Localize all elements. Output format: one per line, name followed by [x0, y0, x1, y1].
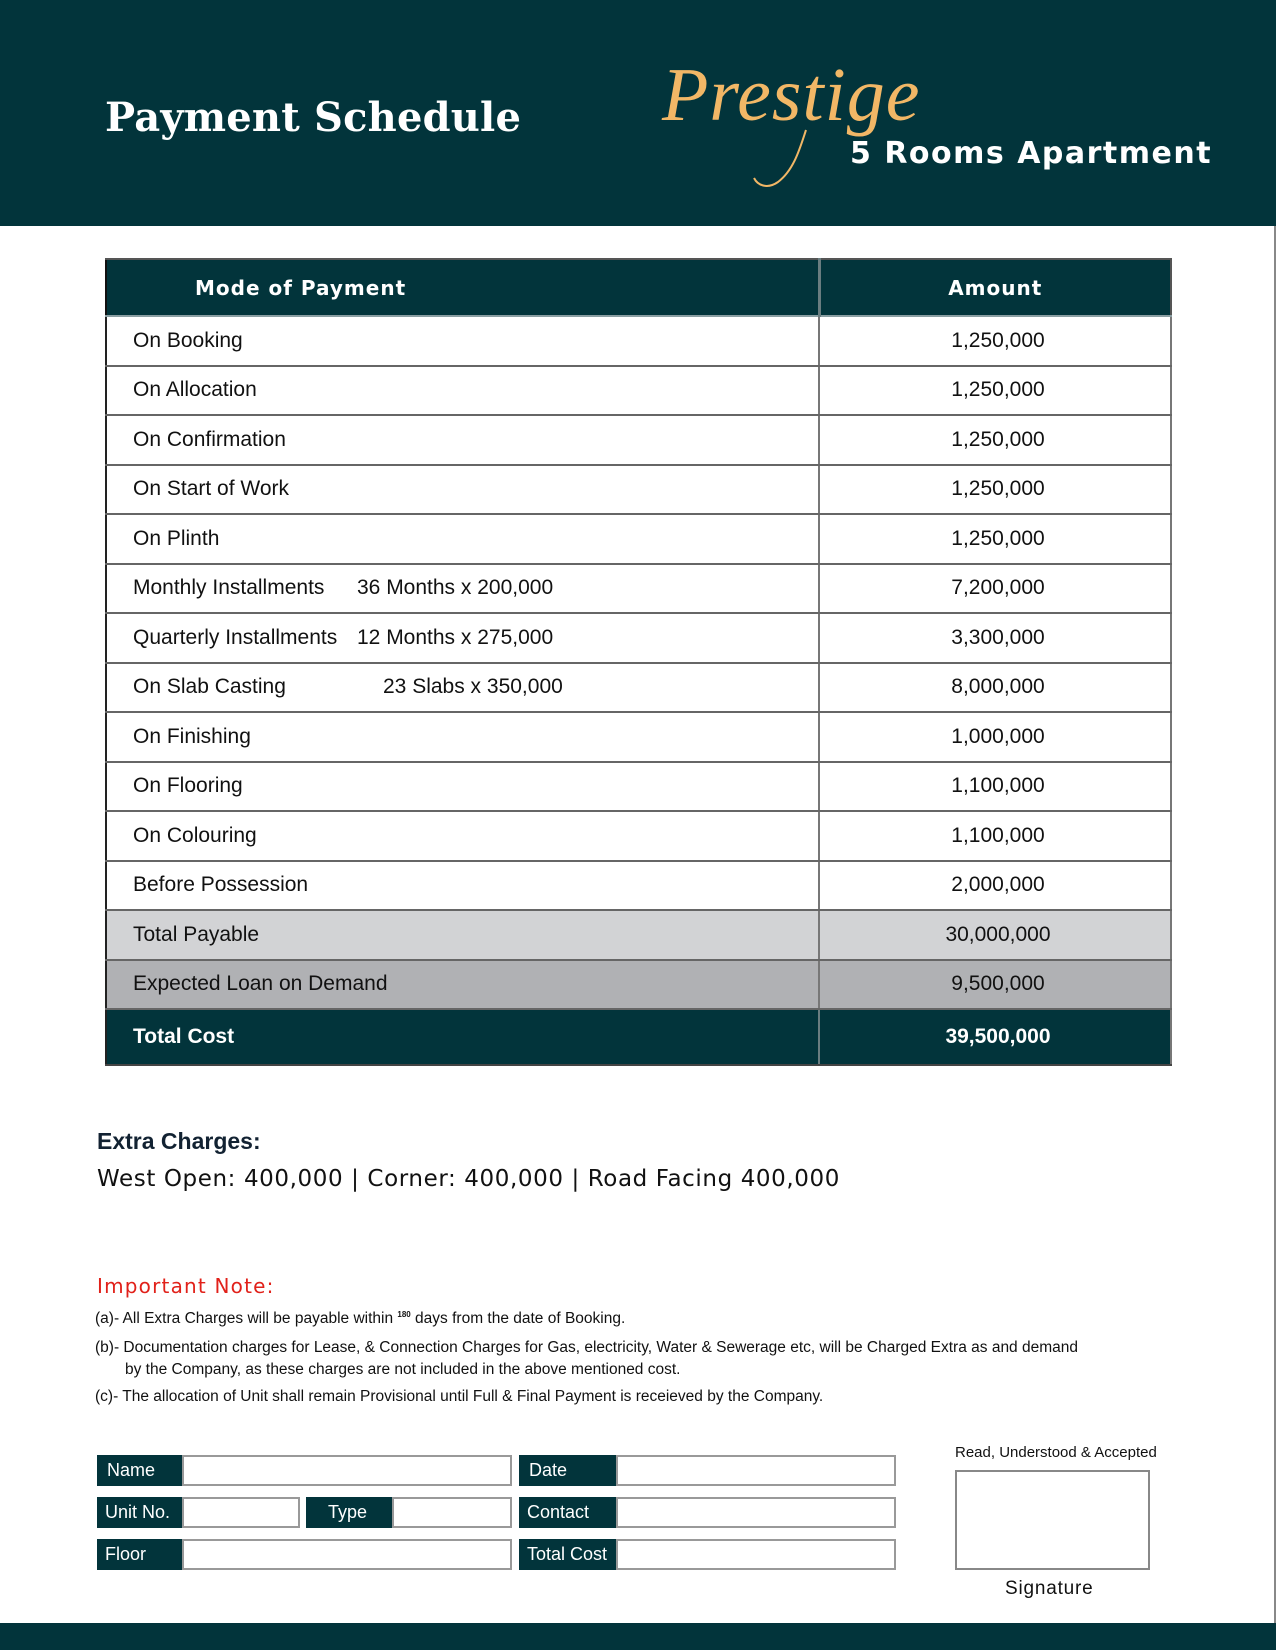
total-cost-row: [106, 1009, 1171, 1065]
brand-swash-icon: [748, 128, 818, 190]
amount-cell: 1,100,000: [819, 762, 1171, 812]
total-payable-amount: 30,000,000: [819, 910, 1171, 960]
table-row: [106, 316, 1171, 366]
name-label: Name: [97, 1455, 182, 1486]
amount-cell: 1,250,000: [819, 415, 1171, 465]
form-row-contact: [519, 1497, 896, 1528]
amount-cell: 1,000,000: [819, 712, 1171, 762]
contact-label: Contact: [519, 1497, 616, 1528]
form-row-name: [97, 1455, 512, 1486]
amount-cell: 1,250,000: [819, 465, 1171, 515]
loan-label: Expected Loan on Demand: [106, 960, 819, 1010]
mode-cell: On Colouring: [106, 811, 819, 861]
column-header-mode: Mode of Payment: [106, 259, 819, 316]
contact-input[interactable]: [616, 1497, 896, 1528]
date-input[interactable]: [616, 1455, 896, 1486]
mode-cell: On Flooring: [106, 762, 819, 812]
extra-charges-list: West Open: 400,000 | Corner: 400,000 | Road Facing 400,000: [97, 1166, 841, 1192]
mode-cell: [106, 613, 819, 663]
extra-charges-title: Extra Charges:: [97, 1128, 261, 1154]
mode-cell: On Booking: [106, 316, 819, 366]
signature-box[interactable]: [955, 1470, 1150, 1570]
table-row: [106, 366, 1171, 416]
important-note-title: Important Note:: [97, 1274, 275, 1298]
total-cost-amount: 39,500,000: [819, 1009, 1171, 1065]
unit-no-label: Unit No.: [97, 1497, 182, 1528]
form-row-floor: [97, 1539, 512, 1570]
installment-detail: 23 Slabs x 350,000: [383, 675, 563, 699]
amount-cell: 1,250,000: [819, 514, 1171, 564]
amount-cell: 7,200,000: [819, 564, 1171, 614]
mode-label: Quarterly Installments: [133, 625, 338, 649]
mode-cell: On Start of Work: [106, 465, 819, 515]
mode-cell: [106, 663, 819, 713]
table-row: [106, 712, 1171, 762]
amount-cell: 8,000,000: [819, 663, 1171, 713]
note-c: (c)- The allocation of Unit shall remain Provisional until Full & Final Payment is receieved by the Company.: [95, 1388, 824, 1405]
mode-cell: On Plinth: [106, 514, 819, 564]
form-row-total-cost: [519, 1539, 896, 1570]
payment-schedule-table: [105, 258, 1172, 1066]
brand-logo-prestige: Prestige: [662, 53, 921, 137]
table-header-row: [106, 259, 1171, 316]
amount-cell: 1,250,000: [819, 366, 1171, 416]
table-row: [106, 811, 1171, 861]
brand-subtitle: 5 Rooms Apartment: [850, 136, 1213, 171]
form-row-type: [306, 1497, 512, 1528]
table-row: [106, 415, 1171, 465]
loan-amount: 9,500,000: [819, 960, 1171, 1010]
page-title: Payment Schedule: [105, 94, 522, 141]
amount-cell: 1,250,000: [819, 316, 1171, 366]
total-cost-label: Total Cost: [519, 1539, 616, 1570]
table-row: [106, 762, 1171, 812]
date-label: Date: [519, 1455, 616, 1486]
mode-cell: On Confirmation: [106, 415, 819, 465]
total-cost-input[interactable]: [616, 1539, 896, 1570]
total-cost-label: Total Cost: [106, 1009, 819, 1065]
mode-label: Monthly Installments: [133, 576, 325, 600]
mode-cell: [106, 564, 819, 614]
type-input[interactable]: [392, 1497, 512, 1528]
column-header-amount: Amount: [819, 259, 1171, 316]
table-row: [106, 514, 1171, 564]
total-payable-label: Total Payable: [106, 910, 819, 960]
name-input[interactable]: [182, 1455, 512, 1486]
form-row-unit: [97, 1497, 300, 1528]
mode-cell: On Finishing: [106, 712, 819, 762]
loan-row: [106, 960, 1171, 1010]
amount-cell: 3,300,000: [819, 613, 1171, 663]
total-payable-row: [106, 910, 1171, 960]
accept-statement: Read, Understood & Accepted: [955, 1444, 1157, 1461]
installment-detail: 36 Months x 200,000: [357, 576, 554, 600]
mode-cell: On Allocation: [106, 366, 819, 416]
mode-label: On Slab Casting: [133, 675, 286, 699]
signature-label: Signature: [1005, 1578, 1094, 1599]
note-b: (b)- Documentation charges for Lease, & Connection Charges for Gas, electricity, Water & Sewerage etc, will be Charged Extra as and demand by the Company, as these charges are not included in the above mentioned cost.: [95, 1339, 1079, 1378]
form-row-date: [519, 1455, 896, 1486]
mode-cell: Before Possession: [106, 861, 819, 911]
note-a: (a)- All Extra Charges will be payable within $^{180}$ days from the date of Booking.: [95, 1310, 626, 1328]
table-row: [106, 564, 1171, 614]
floor-input[interactable]: [182, 1539, 512, 1570]
table-row: [106, 465, 1171, 515]
footer-band: [0, 1623, 1276, 1650]
amount-cell: 2,000,000: [819, 861, 1171, 911]
type-label: Type: [306, 1497, 392, 1528]
floor-label: Floor: [97, 1539, 182, 1570]
installment-detail: 12 Months x 275,000: [357, 625, 554, 649]
table-row: [106, 613, 1171, 663]
table-row: [106, 663, 1171, 713]
table-row: [106, 861, 1171, 911]
amount-cell: 1,100,000: [819, 811, 1171, 861]
note-a-days: 180: [397, 1310, 411, 1319]
unit-no-input[interactable]: [182, 1497, 300, 1528]
